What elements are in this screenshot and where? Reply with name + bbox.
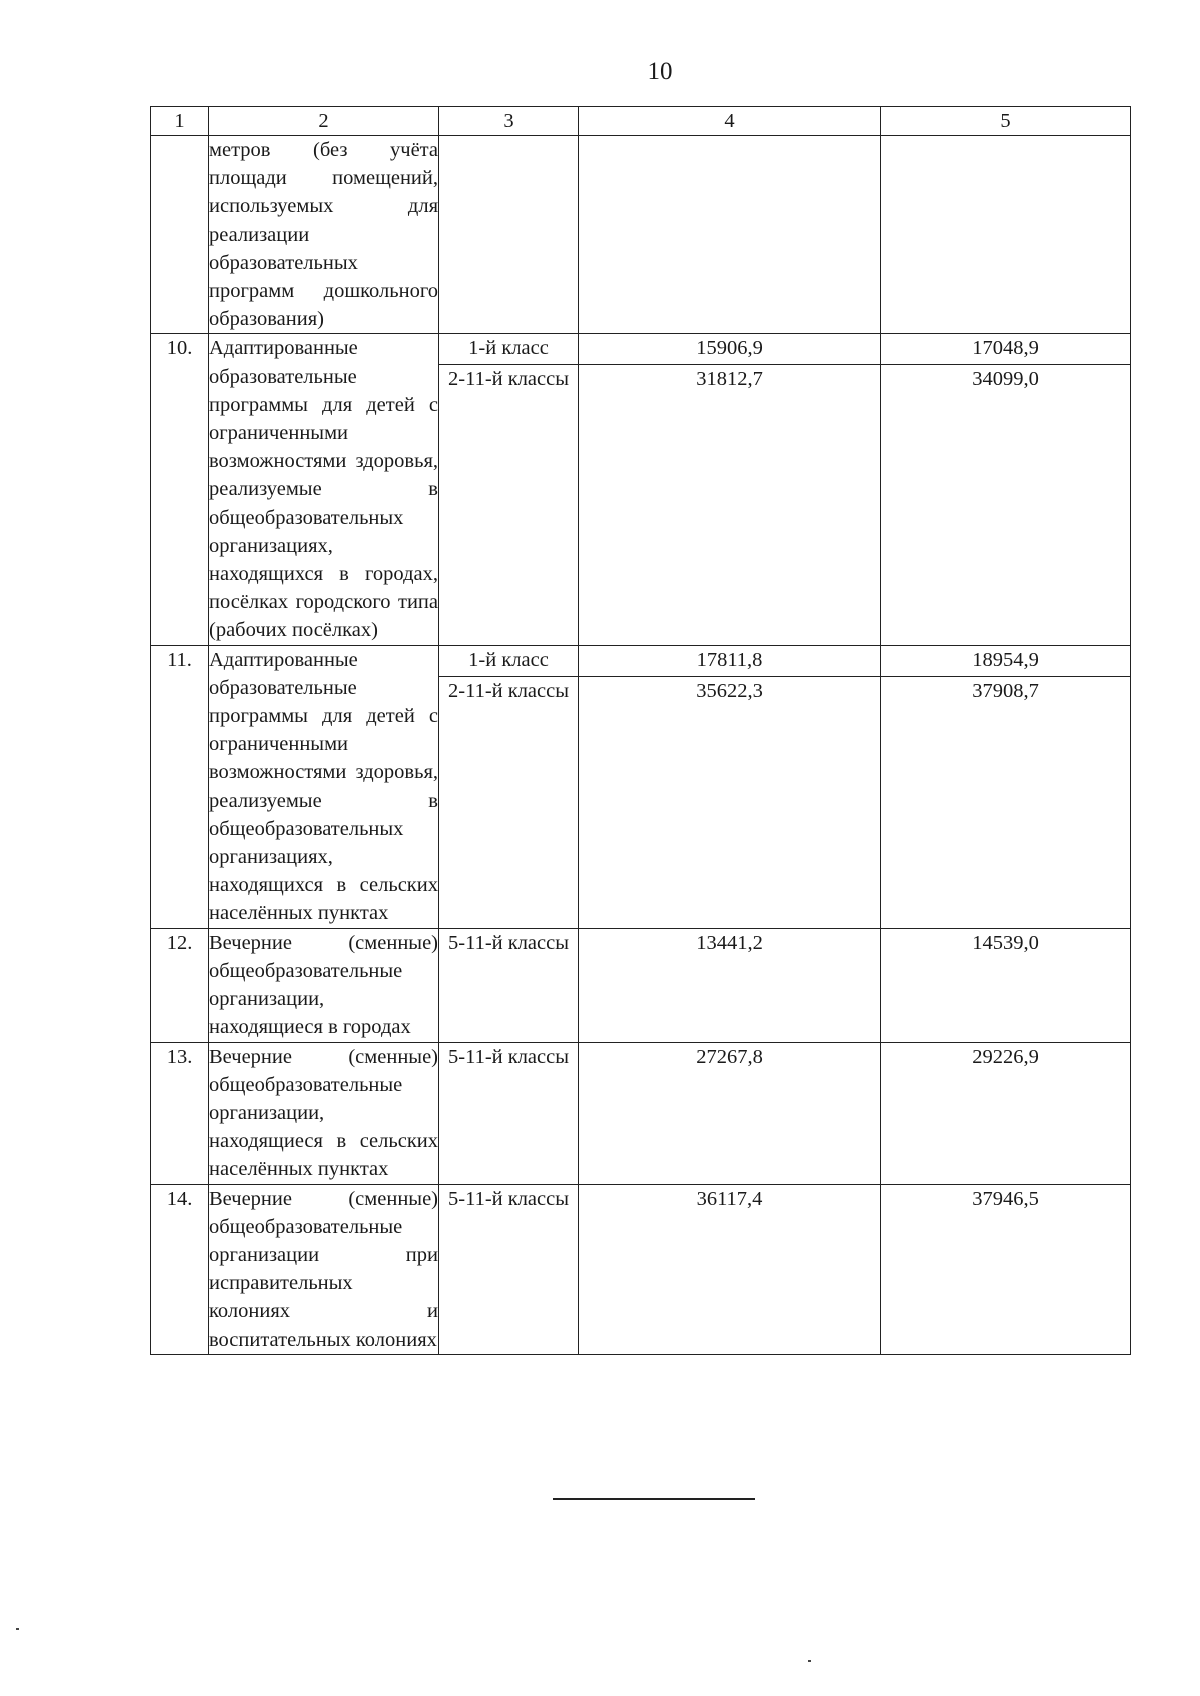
value-col5: 37908,7 (881, 676, 1130, 705)
row-description: Вечерние (сменные) общеобразовательные организации, находящиеся в сельских населённых пунктах (209, 1042, 439, 1184)
table-row-14 (151, 1184, 1131, 1354)
value-col4-cell (579, 645, 881, 928)
class-label: 5-11-й классы (439, 1042, 579, 1184)
header-col-3: 3 (439, 107, 579, 136)
row-number-cell (151, 136, 209, 334)
header-col-5: 5 (881, 107, 1131, 136)
value-col4: 35622,3 (579, 676, 880, 705)
row-number: 12. (151, 928, 209, 1042)
scan-speck (808, 1660, 811, 1662)
value-col4: 36117,4 (579, 1184, 881, 1354)
value-col4: 15906,9 (696, 337, 763, 360)
row-number: 14. (151, 1184, 209, 1354)
value-col5-cell (881, 645, 1131, 928)
header-row (151, 107, 1131, 136)
class-label: 1-й класс (468, 648, 549, 671)
header-col-2: 2 (209, 107, 439, 136)
scan-speck (16, 1628, 19, 1630)
class-label: 2-11-й классы (439, 364, 578, 393)
header-col-1: 1 (151, 107, 209, 136)
value-col5: 14539,0 (881, 928, 1131, 1042)
tariff-table (150, 106, 1131, 1355)
table-row-continuation (151, 136, 1131, 334)
class-label: 5-11-й классы (439, 928, 579, 1042)
class-cell (439, 136, 579, 334)
row-number: 11. (151, 645, 209, 928)
value-col5: 29226,9 (881, 1042, 1131, 1184)
value-col4: 13441,2 (579, 928, 881, 1042)
row-number: 13. (151, 1042, 209, 1184)
row-description: Вечерние (сменные) общеобразовательные организации при исправительных колониях и воспитательных колониях (209, 1184, 439, 1354)
value-col5: 34099,0 (881, 364, 1130, 393)
value-col4: 31812,7 (579, 364, 880, 393)
value-col4: 27267,8 (579, 1042, 881, 1184)
value-col5-cell (881, 136, 1131, 334)
table-row-10 (151, 334, 1131, 645)
table-row-13 (151, 1042, 1131, 1184)
class-label: 2-11-й классы (439, 676, 578, 705)
class-cell (439, 645, 579, 928)
row-description: метров (без учёта площади помещений, используемых для реализации образовательных программ дошкольного образования) (209, 136, 439, 334)
table-row-11 (151, 645, 1131, 928)
value-col4-cell (579, 334, 881, 645)
value-col4-cell (579, 136, 881, 334)
row-number: 10. (151, 334, 209, 645)
class-label: 1-й класс (468, 337, 549, 360)
footer-rule (553, 1498, 755, 1500)
value-col5: 17048,9 (972, 337, 1039, 360)
header-col-4: 4 (579, 107, 881, 136)
value-col5: 18954,9 (972, 648, 1039, 671)
table-row-12 (151, 928, 1131, 1042)
row-description: Адаптированные образовательные программы для детей с ограниченными возможностями здоровья, реализуемые в общеобразовательных организациях, находящихся в городах, посёлках городского типа (рабочих посёлках) (209, 334, 439, 645)
row-description: Адаптированные образовательные программы для детей с ограниченными возможностями здоровья, реализуемые в общеобразовательных организациях, находящихся в сельских населённых пунктах (209, 645, 439, 928)
value-col5-cell (881, 334, 1131, 645)
class-cell (439, 334, 579, 645)
page-number: 10 (647, 58, 673, 85)
value-col4: 17811,8 (696, 648, 763, 671)
class-label: 5-11-й классы (439, 1184, 579, 1354)
row-description: Вечерние (сменные) общеобразовательные организации, находящиеся в городах (209, 928, 439, 1042)
value-col5: 37946,5 (881, 1184, 1131, 1354)
